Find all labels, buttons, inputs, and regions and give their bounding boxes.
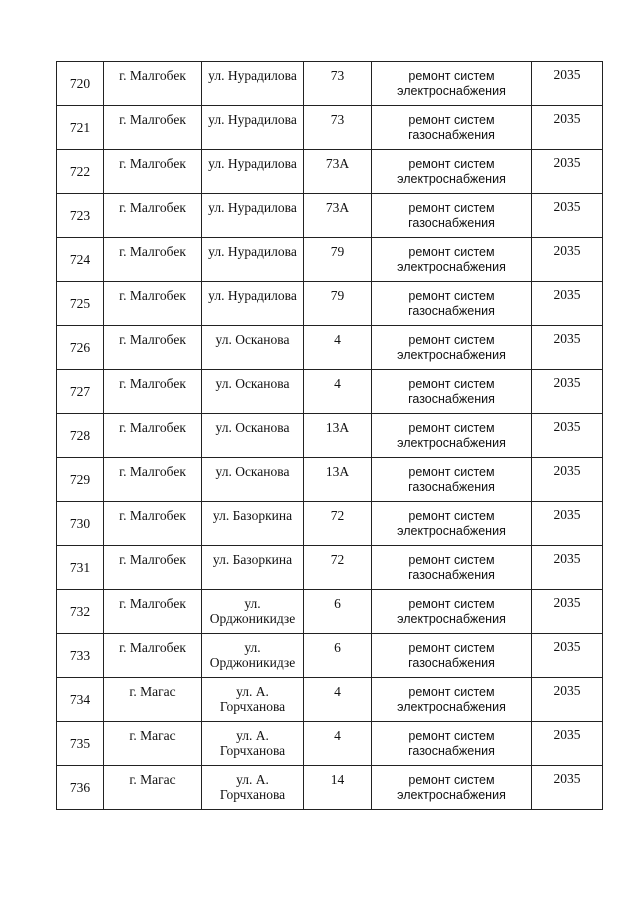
house-text: 73 xyxy=(330,68,345,83)
city-cell xyxy=(104,150,202,194)
house-cell xyxy=(304,678,372,722)
table-row xyxy=(57,458,603,502)
work-type-cell xyxy=(372,722,532,766)
house-text: 4 xyxy=(334,684,341,699)
work-type-cell xyxy=(372,546,532,590)
year-cell xyxy=(532,766,603,810)
year-text: 2035 xyxy=(553,639,581,654)
row-number: 734 xyxy=(57,678,104,722)
house-text: 73А xyxy=(325,156,350,171)
house-cell xyxy=(304,766,372,810)
work-line-2: электроснабжения xyxy=(397,260,506,274)
street-cell xyxy=(202,326,304,370)
street-cell xyxy=(202,634,304,678)
street-line-2: Горчханова xyxy=(219,743,286,758)
city-cell xyxy=(104,546,202,590)
work-line-1: ремонт систем xyxy=(408,685,495,699)
year-text: 2035 xyxy=(553,375,581,390)
year-text: 2035 xyxy=(553,595,581,610)
street-cell xyxy=(202,590,304,634)
year-cell xyxy=(532,414,603,458)
repair-schedule-table xyxy=(56,61,603,810)
street-cell xyxy=(202,414,304,458)
street-cell xyxy=(202,106,304,150)
work-type-cell xyxy=(372,62,532,106)
table-row xyxy=(57,678,603,722)
house-text: 14 xyxy=(330,772,345,787)
row-number: 731 xyxy=(57,546,104,590)
year-text: 2035 xyxy=(553,463,581,478)
year-text: 2035 xyxy=(553,419,581,434)
work-line-1: ремонт систем xyxy=(408,553,495,567)
work-line-1: ремонт систем xyxy=(408,641,495,655)
work-line-1: ремонт систем xyxy=(408,201,495,215)
city-cell xyxy=(104,194,202,238)
table-row xyxy=(57,62,603,106)
work-type-cell xyxy=(372,326,532,370)
house-cell xyxy=(304,238,372,282)
city-text: г. Малгобек xyxy=(119,68,186,83)
city-cell xyxy=(104,634,202,678)
house-text: 6 xyxy=(334,596,341,611)
house-text: 13А xyxy=(325,464,350,479)
street-line-1: ул. А. xyxy=(236,728,269,743)
house-cell xyxy=(304,150,372,194)
street-cell xyxy=(202,150,304,194)
work-line-2: электроснабжения xyxy=(397,788,506,802)
work-type-cell xyxy=(372,590,532,634)
work-line-1: ремонт систем xyxy=(408,377,495,391)
year-cell xyxy=(532,722,603,766)
street-text: ул. Базоркина xyxy=(212,552,293,567)
street-line-2: Орджоникидзе xyxy=(209,655,296,670)
house-cell xyxy=(304,370,372,414)
work-type-cell xyxy=(372,502,532,546)
row-number: 721 xyxy=(57,106,104,150)
year-cell xyxy=(532,546,603,590)
street-text: ул. Осканова xyxy=(215,376,290,391)
street-text: ул. Базоркина xyxy=(212,508,293,523)
year-cell xyxy=(532,106,603,150)
city-text: г. Малгобек xyxy=(119,244,186,259)
work-line-2: газоснабжения xyxy=(408,744,495,758)
street-text: ул. Осканова xyxy=(215,332,290,347)
row-number: 735 xyxy=(57,722,104,766)
table-row xyxy=(57,722,603,766)
work-line-1: ремонт систем xyxy=(408,245,495,259)
city-cell xyxy=(104,62,202,106)
work-line-1: ремонт систем xyxy=(408,333,495,347)
city-cell xyxy=(104,370,202,414)
year-text: 2035 xyxy=(553,683,581,698)
row-number: 722 xyxy=(57,150,104,194)
house-text: 79 xyxy=(330,288,345,303)
table-row xyxy=(57,238,603,282)
work-line-2: электроснабжения xyxy=(397,524,506,538)
house-cell xyxy=(304,458,372,502)
row-number: 732 xyxy=(57,590,104,634)
house-cell xyxy=(304,106,372,150)
row-number: 726 xyxy=(57,326,104,370)
work-line-2: газоснабжения xyxy=(408,568,495,582)
city-text: г. Малгобек xyxy=(119,200,186,215)
table-row xyxy=(57,546,603,590)
house-cell xyxy=(304,62,372,106)
year-text: 2035 xyxy=(553,727,581,742)
year-text: 2035 xyxy=(553,199,581,214)
house-cell xyxy=(304,502,372,546)
street-line-2: Горчханова xyxy=(219,787,286,802)
house-text: 73А xyxy=(325,200,350,215)
street-cell xyxy=(202,282,304,326)
city-cell xyxy=(104,678,202,722)
street-cell xyxy=(202,194,304,238)
city-text: г. Малгобек xyxy=(119,156,186,171)
city-text: г. Малгобек xyxy=(119,596,186,611)
table-body xyxy=(57,62,603,810)
year-cell xyxy=(532,150,603,194)
street-text: ул. Нурадилова xyxy=(208,68,297,83)
house-text: 13А xyxy=(325,420,350,435)
year-cell xyxy=(532,678,603,722)
row-number: 729 xyxy=(57,458,104,502)
work-line-1: ремонт систем xyxy=(408,465,495,479)
street-cell xyxy=(202,722,304,766)
work-type-cell xyxy=(372,194,532,238)
city-text: г. Малгобек xyxy=(119,332,186,347)
house-cell xyxy=(304,282,372,326)
street-line-2: Орджоникидзе xyxy=(209,611,296,626)
year-cell xyxy=(532,282,603,326)
year-text: 2035 xyxy=(553,507,581,522)
year-text: 2035 xyxy=(553,243,581,258)
street-cell xyxy=(202,678,304,722)
street-text: ул. Осканова xyxy=(215,420,290,435)
year-text: 2035 xyxy=(553,67,581,82)
house-text: 72 xyxy=(330,552,345,567)
work-line-2: газоснабжения xyxy=(408,656,495,670)
work-line-1: ремонт систем xyxy=(408,421,495,435)
work-line-1: ремонт систем xyxy=(408,773,495,787)
year-text: 2035 xyxy=(553,287,581,302)
work-type-cell xyxy=(372,678,532,722)
table-row xyxy=(57,502,603,546)
table-row xyxy=(57,194,603,238)
street-text: ул. Нурадилова xyxy=(208,244,297,259)
row-number: 723 xyxy=(57,194,104,238)
work-line-1: ремонт систем xyxy=(408,113,495,127)
work-line-2: электроснабжения xyxy=(397,84,506,98)
street-cell xyxy=(202,766,304,810)
work-type-cell xyxy=(372,150,532,194)
street-text: ул. Нурадилова xyxy=(208,200,297,215)
table-row xyxy=(57,282,603,326)
city-cell xyxy=(104,106,202,150)
work-line-1: ремонт систем xyxy=(408,597,495,611)
city-text: г. Малгобек xyxy=(119,420,186,435)
city-cell xyxy=(104,326,202,370)
table-row xyxy=(57,106,603,150)
city-cell xyxy=(104,238,202,282)
work-type-cell xyxy=(372,106,532,150)
city-cell xyxy=(104,766,202,810)
house-text: 73 xyxy=(330,112,345,127)
city-cell xyxy=(104,590,202,634)
row-number: 730 xyxy=(57,502,104,546)
house-text: 4 xyxy=(334,332,341,347)
year-cell xyxy=(532,458,603,502)
table-row xyxy=(57,414,603,458)
year-cell xyxy=(532,194,603,238)
street-line-2: Горчханова xyxy=(219,699,286,714)
table-row xyxy=(57,370,603,414)
house-text: 4 xyxy=(334,728,341,743)
work-line-2: газоснабжения xyxy=(408,216,495,230)
house-cell xyxy=(304,194,372,238)
work-type-cell xyxy=(372,414,532,458)
row-number: 727 xyxy=(57,370,104,414)
house-cell xyxy=(304,590,372,634)
year-cell xyxy=(532,370,603,414)
city-text: г. Малгобек xyxy=(119,640,186,655)
year-cell xyxy=(532,502,603,546)
city-text: г. Малгобек xyxy=(119,464,186,479)
street-line-1: ул. А. xyxy=(236,772,269,787)
house-cell xyxy=(304,414,372,458)
table-row xyxy=(57,326,603,370)
city-text: г. Магас xyxy=(129,772,176,787)
year-cell xyxy=(532,238,603,282)
house-text: 6 xyxy=(334,640,341,655)
year-text: 2035 xyxy=(553,771,581,786)
city-cell xyxy=(104,502,202,546)
city-cell xyxy=(104,722,202,766)
row-number: 728 xyxy=(57,414,104,458)
row-number: 724 xyxy=(57,238,104,282)
work-line-2: электроснабжения xyxy=(397,612,506,626)
house-cell xyxy=(304,546,372,590)
street-cell xyxy=(202,546,304,590)
street-cell xyxy=(202,62,304,106)
work-line-2: газоснабжения xyxy=(408,304,495,318)
row-number: 720 xyxy=(57,62,104,106)
city-cell xyxy=(104,414,202,458)
table-row xyxy=(57,634,603,678)
work-type-cell xyxy=(372,634,532,678)
city-text: г. Малгобек xyxy=(119,552,186,567)
work-type-cell xyxy=(372,458,532,502)
work-line-1: ремонт систем xyxy=(408,509,495,523)
table-row xyxy=(57,150,603,194)
street-cell xyxy=(202,458,304,502)
work-line-2: газоснабжения xyxy=(408,128,495,142)
street-line-1: ул. xyxy=(244,640,261,655)
street-cell xyxy=(202,238,304,282)
house-cell xyxy=(304,722,372,766)
work-type-cell xyxy=(372,370,532,414)
work-line-1: ремонт систем xyxy=(408,729,495,743)
year-text: 2035 xyxy=(553,331,581,346)
house-text: 79 xyxy=(330,244,345,259)
year-cell xyxy=(532,326,603,370)
house-text: 4 xyxy=(334,376,341,391)
city-text: г. Малгобек xyxy=(119,288,186,303)
work-type-cell xyxy=(372,238,532,282)
street-cell xyxy=(202,502,304,546)
work-line-2: электроснабжения xyxy=(397,436,506,450)
row-number: 733 xyxy=(57,634,104,678)
work-line-2: электроснабжения xyxy=(397,172,506,186)
street-cell xyxy=(202,370,304,414)
work-line-1: ремонт систем xyxy=(408,157,495,171)
city-text: г. Магас xyxy=(129,684,176,699)
year-cell xyxy=(532,634,603,678)
work-line-1: ремонт систем xyxy=(408,289,495,303)
city-text: г. Магас xyxy=(129,728,176,743)
street-text: ул. Нурадилова xyxy=(208,156,297,171)
table-row xyxy=(57,590,603,634)
year-cell xyxy=(532,62,603,106)
street-text: ул. Нурадилова xyxy=(208,112,297,127)
row-number: 725 xyxy=(57,282,104,326)
city-text: г. Малгобек xyxy=(119,112,186,127)
year-text: 2035 xyxy=(553,155,581,170)
street-line-1: ул. xyxy=(244,596,261,611)
work-line-2: газоснабжения xyxy=(408,480,495,494)
house-cell xyxy=(304,326,372,370)
house-text: 72 xyxy=(330,508,345,523)
city-cell xyxy=(104,282,202,326)
city-cell xyxy=(104,458,202,502)
work-line-2: газоснабжения xyxy=(408,392,495,406)
house-cell xyxy=(304,634,372,678)
street-line-1: ул. А. xyxy=(236,684,269,699)
row-number: 736 xyxy=(57,766,104,810)
year-text: 2035 xyxy=(553,111,581,126)
work-type-cell xyxy=(372,282,532,326)
work-line-2: электроснабжения xyxy=(397,700,506,714)
year-cell xyxy=(532,590,603,634)
city-text: г. Малгобек xyxy=(119,508,186,523)
year-text: 2035 xyxy=(553,551,581,566)
work-type-cell xyxy=(372,766,532,810)
street-text: ул. Нурадилова xyxy=(208,288,297,303)
work-line-1: ремонт систем xyxy=(408,69,495,83)
table-row xyxy=(57,766,603,810)
street-text: ул. Осканова xyxy=(215,464,290,479)
city-text: г. Малгобек xyxy=(119,376,186,391)
work-line-2: электроснабжения xyxy=(397,348,506,362)
